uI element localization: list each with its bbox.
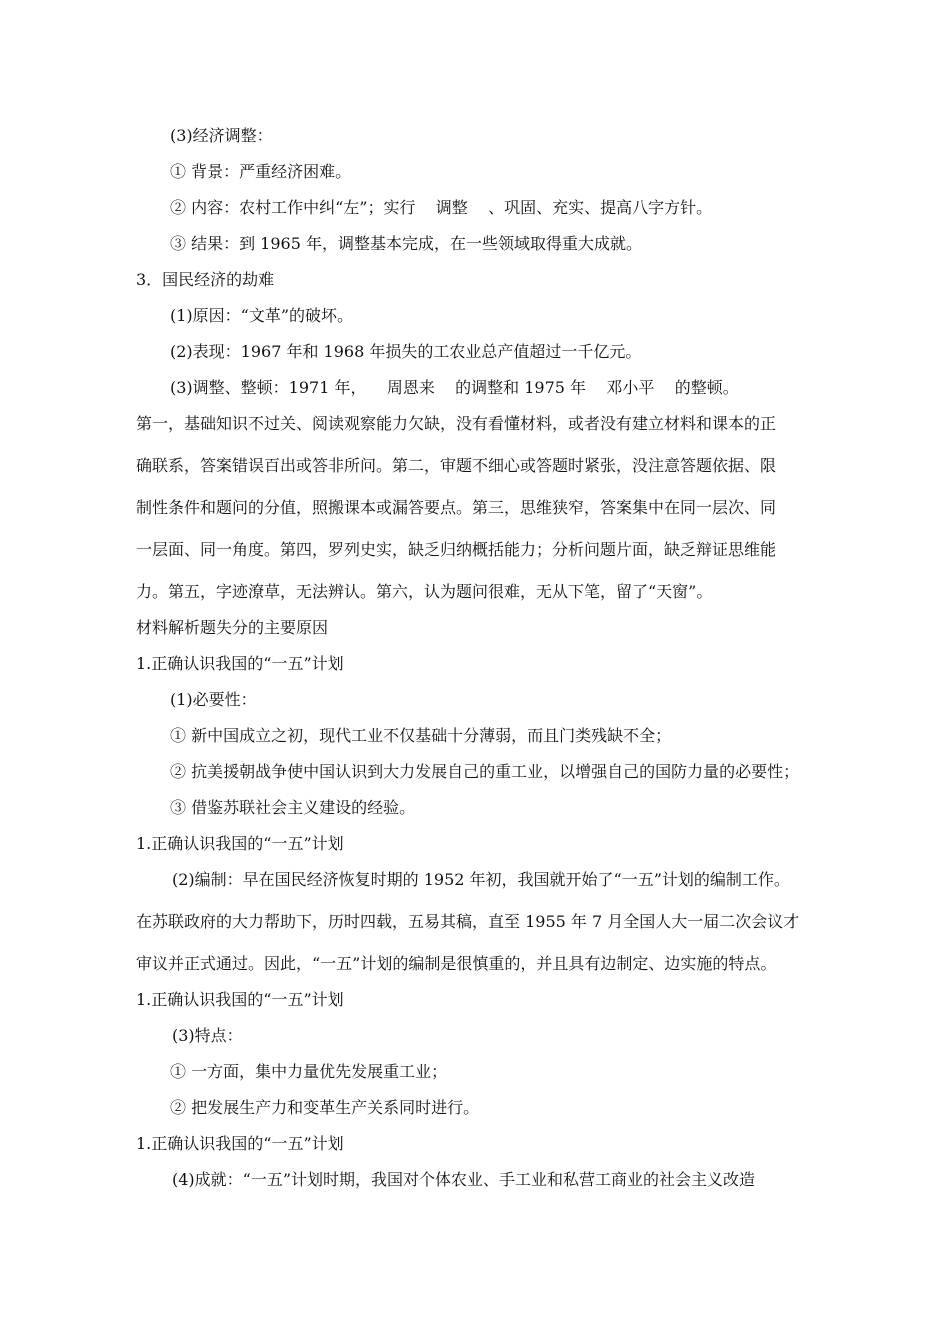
paragraph-line: 制性条件和题问的分值，照搬课本或漏答要点。第三，思维狭窄，答案集中在同一层次、同 (136, 498, 777, 517)
paragraph-line: 第一，基础知识不过关、阅读观察能力欠缺，没有看懂材料，或者没有建立材料和课本的正 (136, 414, 777, 433)
paragraph-line: 力。第五，字迹潦草，无法辨认。第六，认为题问很难，无从下笔，留了“天窗”。 (136, 582, 713, 601)
text-line: ① 新中国成立之初，现代工业不仅基础十分薄弱，而且门类残缺不全； (170, 726, 672, 745)
text-line: ① 背景：严重经济困难。 (170, 162, 352, 181)
text-line: ③ 结果：到 1965 年，调整基本完成，在一些领域取得重大成就。 (170, 234, 642, 253)
paragraph-line: 确联系，答案错误百出或答非所问。第二，审题不细心或答题时紧张，没注意答题依据、限 (136, 456, 777, 475)
text-line: ② 抗美援朝战争使中国认识到大力发展自己的重工业，以增强自己的国防力量的必要性； (170, 762, 800, 781)
paragraph-line: (2)编制：早在国民经济恢复时期的 1952 年初，我国就开始了“一五”计划的编制工作。 (172, 870, 790, 889)
text-line: (3)调整、整顿：1971 年， 周恩来 的调整和 1975 年 邓小平 的整顿。 (170, 378, 739, 397)
section-heading: 1.正确认识我国的“一五”计划 (136, 834, 344, 853)
text-line: (3)特点： (172, 1026, 243, 1045)
text-line: (1)必要性： (170, 690, 257, 709)
text-line: ③ 借鉴苏联社会主义建设的经验。 (170, 798, 416, 817)
section-heading: 1.正确认识我国的“一五”计划 (136, 654, 344, 673)
paragraph-line: 在苏联政府的大力帮助下，历时四载，五易其稿，直至 1955 年 7 月全国人大一届二次会议才 (136, 912, 800, 931)
paragraph-line: 一层面、同一角度。第四，罗列史实，缺乏归纳概括能力；分析问题片面，缺乏辩证思维能 (136, 540, 777, 559)
text-line: (3)经济调整： (170, 126, 273, 145)
text-line: (2)表现：1967 年和 1968 年损失的工农业总产值超过一千亿元。 (170, 342, 642, 361)
section-heading: 1.正确认识我国的“一五”计划 (136, 990, 344, 1009)
section-heading: 材料解析题失分的主要原因 (136, 618, 329, 637)
text-line: ① 一方面，集中力量优先发展重工业； (170, 1062, 448, 1081)
section-heading: 1.正确认识我国的“一五”计划 (136, 1134, 344, 1153)
text-line: ② 内容：农村工作中纠“左”；实行 调整 、巩固、充实、提高八字方针。 (170, 198, 713, 217)
paragraph-line: (4)成就：“一五”计划时期，我国对个体农业、手工业和私营工商业的社会主义改造 (172, 1170, 756, 1189)
text-line: (1)原因：“文革”的破坏。 (170, 306, 354, 325)
paragraph-line: 审议并正式通过。因此，“一五”计划的编制是很慎重的，并且具有边制定、边实施的特点。 (136, 954, 777, 973)
section-heading: 3．国民经济的劫难 (136, 270, 275, 289)
text-line: ② 把发展生产力和变革生产关系同时进行。 (170, 1098, 480, 1117)
